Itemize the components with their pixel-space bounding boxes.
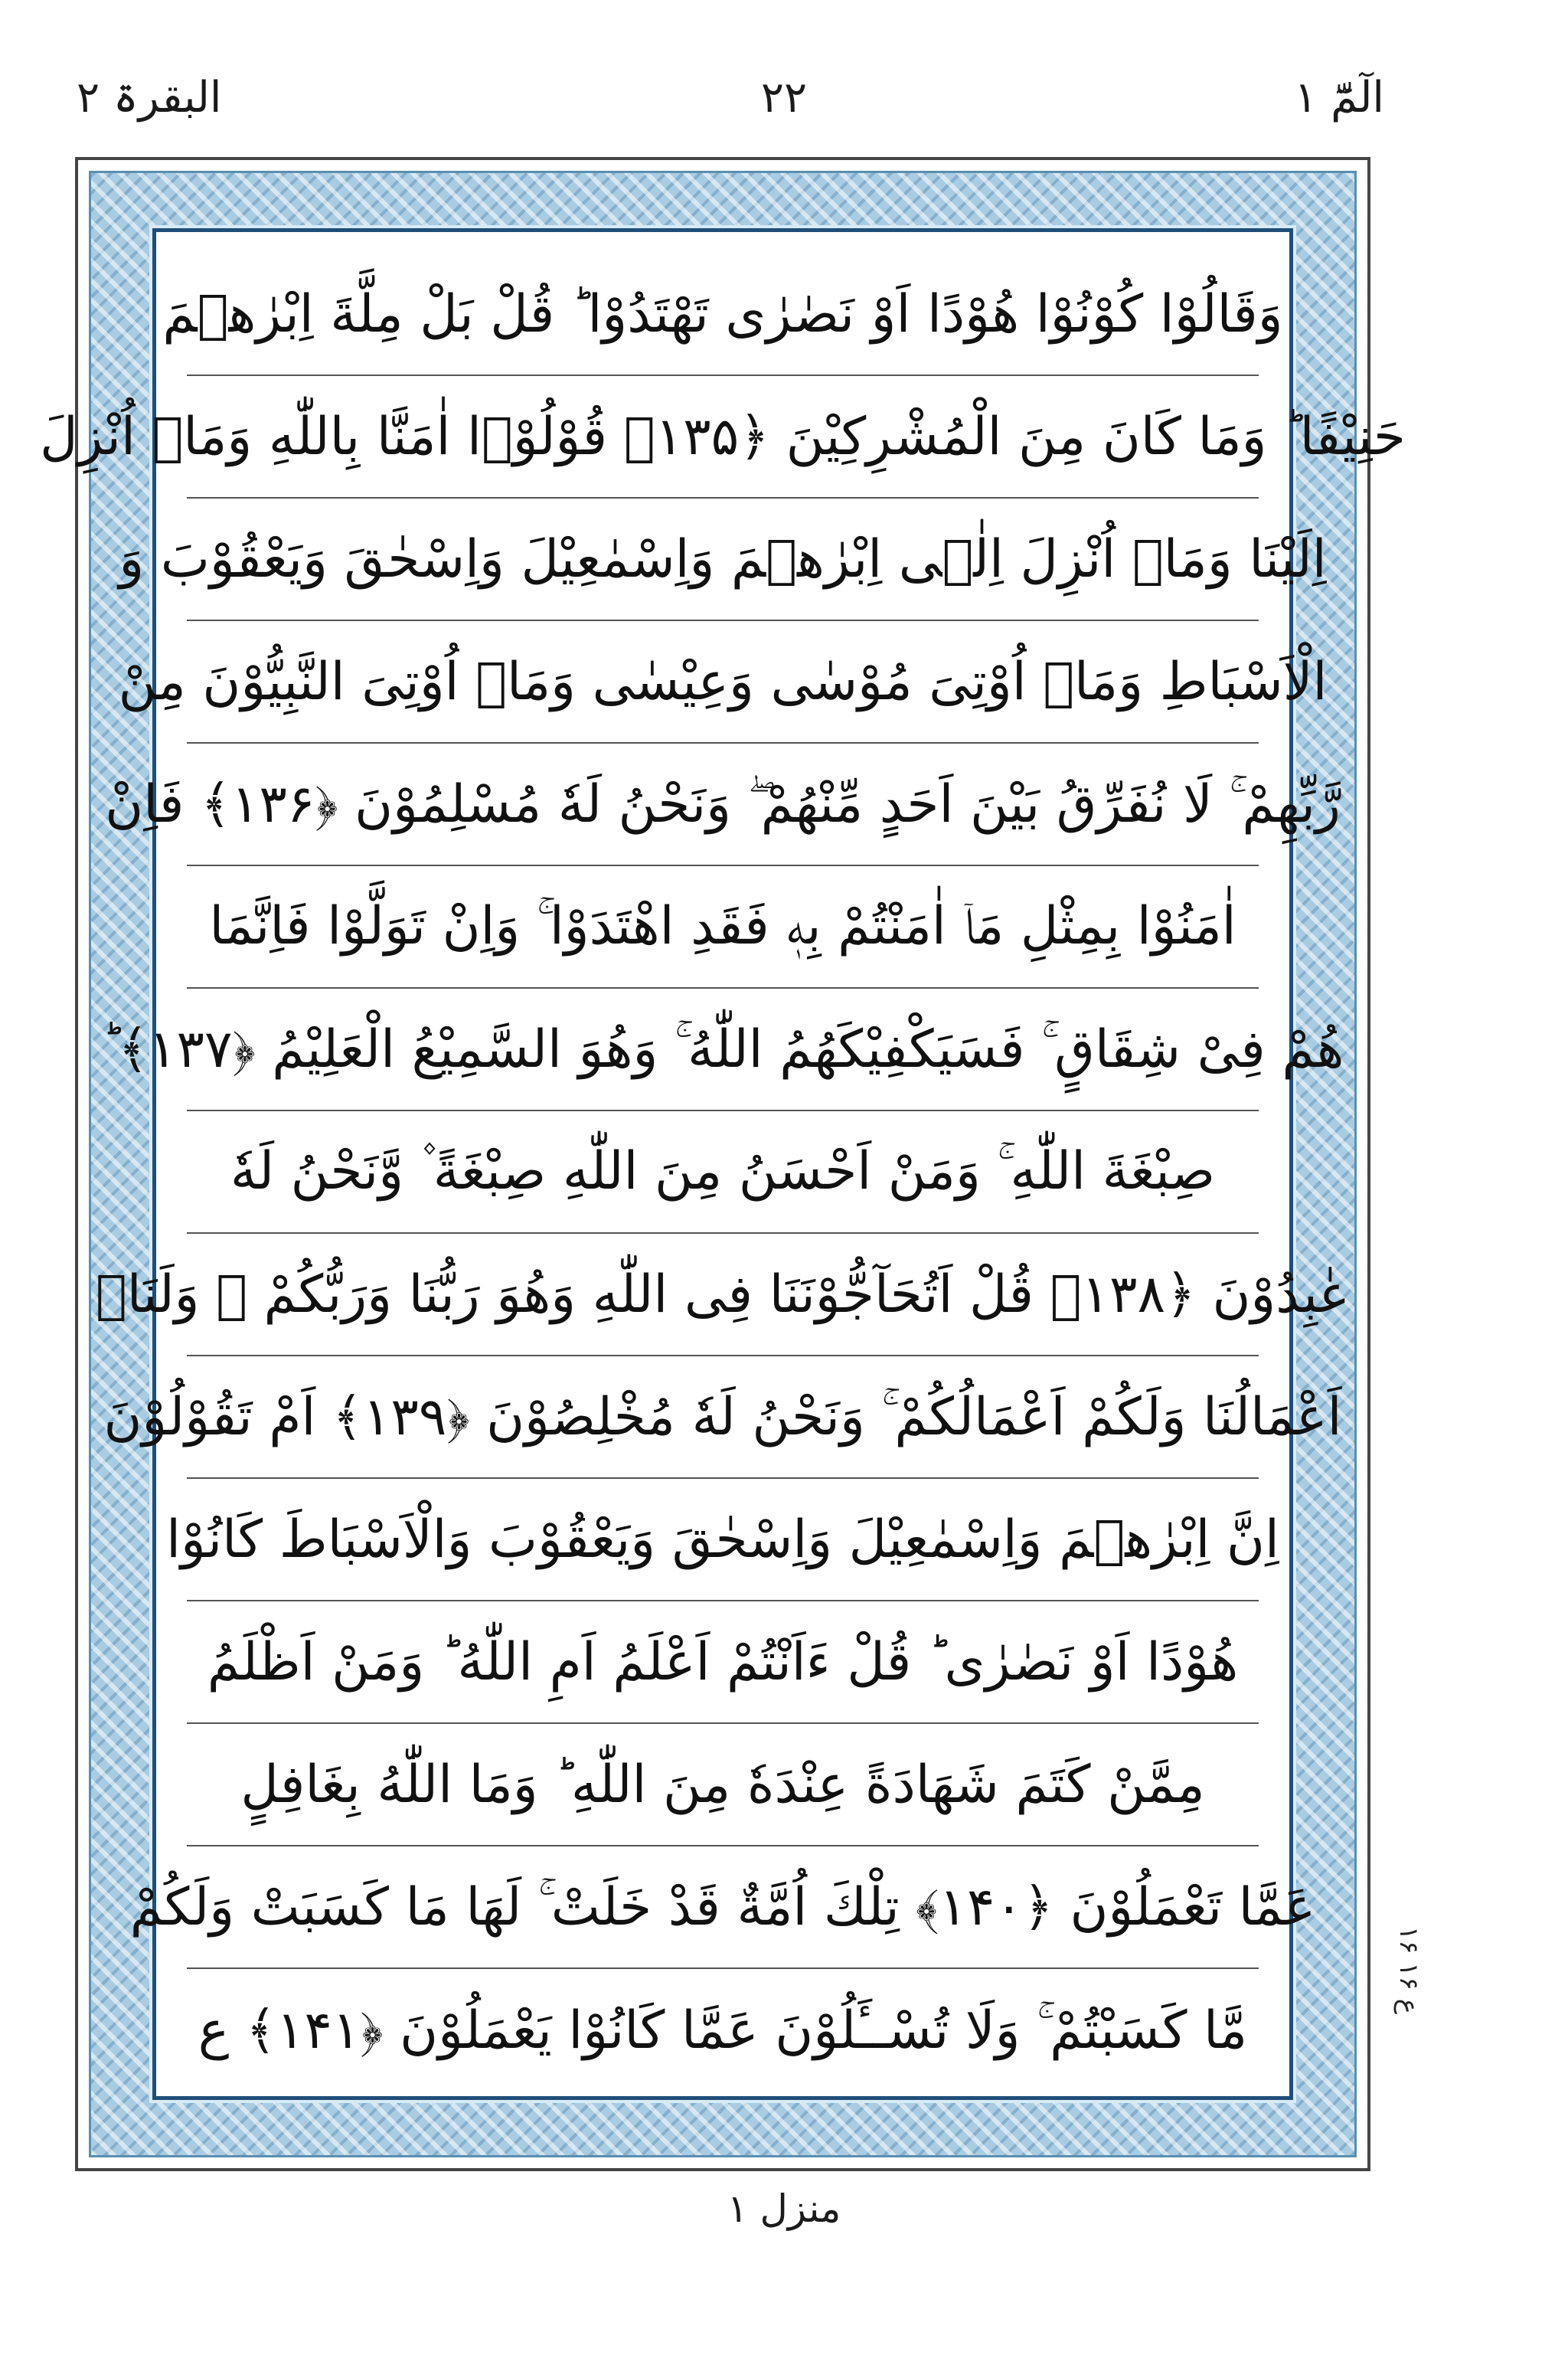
- verse-line-9: عٰبِدُوْنَ ﴿۱۳۸﴾ قُلْ اَتُحَآجُّوْنَنَا فِى اللّٰهِ وَهُوَ رَبُّنَا وَرَبُّكُمْ ۚ وَلَنَاۤ: [187, 1234, 1259, 1356]
- verse-line-7: هُمْ فِىْ شِقَاقٍ ۚ فَسَيَكْفِيْكَهُمُ اللّٰهُ ۚ وَهُوَ السَّمِيْعُ الْعَلِيْمُ ﴿۱۳۷﴾ ؕ: [187, 989, 1259, 1111]
- verse-line-14: عَمَّا تَعْمَلُوْنَ ﴿۱۴۰﴾ تِلْكَ اُمَّةٌ قَدْ خَلَتْ ۚ لَهَا مَا كَسَبَتْ وَلَكُمْ: [187, 1846, 1259, 1969]
- text-panel: [40, 228, 1406, 2100]
- verse-lines: [40, 253, 1406, 2075]
- verse-line-12: هُوْدًا اَوْ نَصٰرٰى ؕ قُلْ ءَاَنْتُمْ اَعْلَمُ اَمِ اللّٰهُ ؕ وَمَنْ اَظْلَمُ: [187, 1601, 1259, 1724]
- verse-line-8: صِبْغَةَ اللّٰهِ ۚ وَمَنْ اَحْسَنُ مِنَ اللّٰهِ صِبْغَةً ۫ وَّنَحْنُ لَهٗ: [187, 1111, 1259, 1234]
- manzil-label: منزل ۱: [727, 2187, 841, 2231]
- page-number: ۲۲: [760, 73, 808, 123]
- verse-line-4: الْاَسْبَاطِ وَمَاۤ اُوْتِىَ مُوْسٰى وَعِيْسٰى وَمَاۤ اُوْتِىَ النَّبِيُّوْنَ مِنْ: [187, 621, 1259, 744]
- verse-line-15: مَّا كَسَبْتُمْ ۚ وَلَا تُسْــَٔلُوْنَ عَمَّا كَانُوْا يَعْمَلُوْنَ ﴿۱۴۱﴾ ع: [198, 2000, 1248, 2061]
- verse-line-6: اٰمَنُوْا بِمِثْلِ مَاۤ اٰمَنْتُمْ بِهٖ فَقَدِ اهْتَدَوْا ۚ وَاِنْ تَوَلَّوْا فَاِنَّمَا: [187, 866, 1259, 989]
- decorative-border: [40, 171, 1406, 2157]
- verse-line-2: حَنِيْفًا ؕ وَمَا كَانَ مِنَ الْمُشْرِكِيْنَ ﴿۱۳۵﴾ قُوْلُوْۤا اٰمَنَّا بِاللّٰهِ وَمَاۤ اُنْزِلَ: [187, 376, 1259, 499]
- juz-title: الٓمّٓ ۱: [1294, 73, 1384, 123]
- surah-title: البقرۃ ۲: [77, 73, 222, 123]
- page-frame: [40, 157, 1406, 2171]
- verse-line-11: اِنَّ اِبْرٰهٖمَ وَاِسْمٰعِيْلَ وَاِسْحٰقَ وَيَعْقُوْبَ وَالْاَسْبَاطَ كَانُوْا: [187, 1479, 1259, 1601]
- verse-line-5: رَّبِّهِمْ ۚ لَا نُفَرِّقُ بَيْنَ اَحَدٍ مِّنْهُمْ ۖ وَنَحْنُ لَهٗ مُسْلِمُوْنَ ﴿۱۳۶﴾ فَاِنْ: [187, 744, 1259, 866]
- verse-line-13: مِمَّنْ كَتَمَ شَهَادَةً عِنْدَهٗ مِنَ اللّٰهِ ؕ وَمَا اللّٰهُ بِغَافِلٍ: [187, 1724, 1259, 1846]
- verse-line-3: اِلَيْنَا وَمَاۤ اُنْزِلَ اِلٰۤى اِبْرٰهٖمَ وَاِسْمٰعِيْلَ وَاِسْحٰقَ وَيَعْقُوْبَ وَ: [187, 499, 1259, 621]
- verse-line-1: وَقَالُوْا كُوْنُوْا هُوْدًا اَوْ نَصٰرٰى تَهْتَدُوْا ؕ قُلْ بَلْ مِلَّةَ اِبْرٰهٖمَ: [187, 253, 1259, 376]
- ruku-marker: ۱۶ ع ۱۶: [1393, 1926, 1424, 2014]
- verse-line-10: اَعْمَالُنَا وَلَكُمْ اَعْمَالُكُمْ ۚ وَنَحْنُ لَهٗ مُخْلِصُوْنَ ﴿۱۳۹﴾ اَمْ تَقُوْلُوْنَ: [187, 1356, 1259, 1479]
